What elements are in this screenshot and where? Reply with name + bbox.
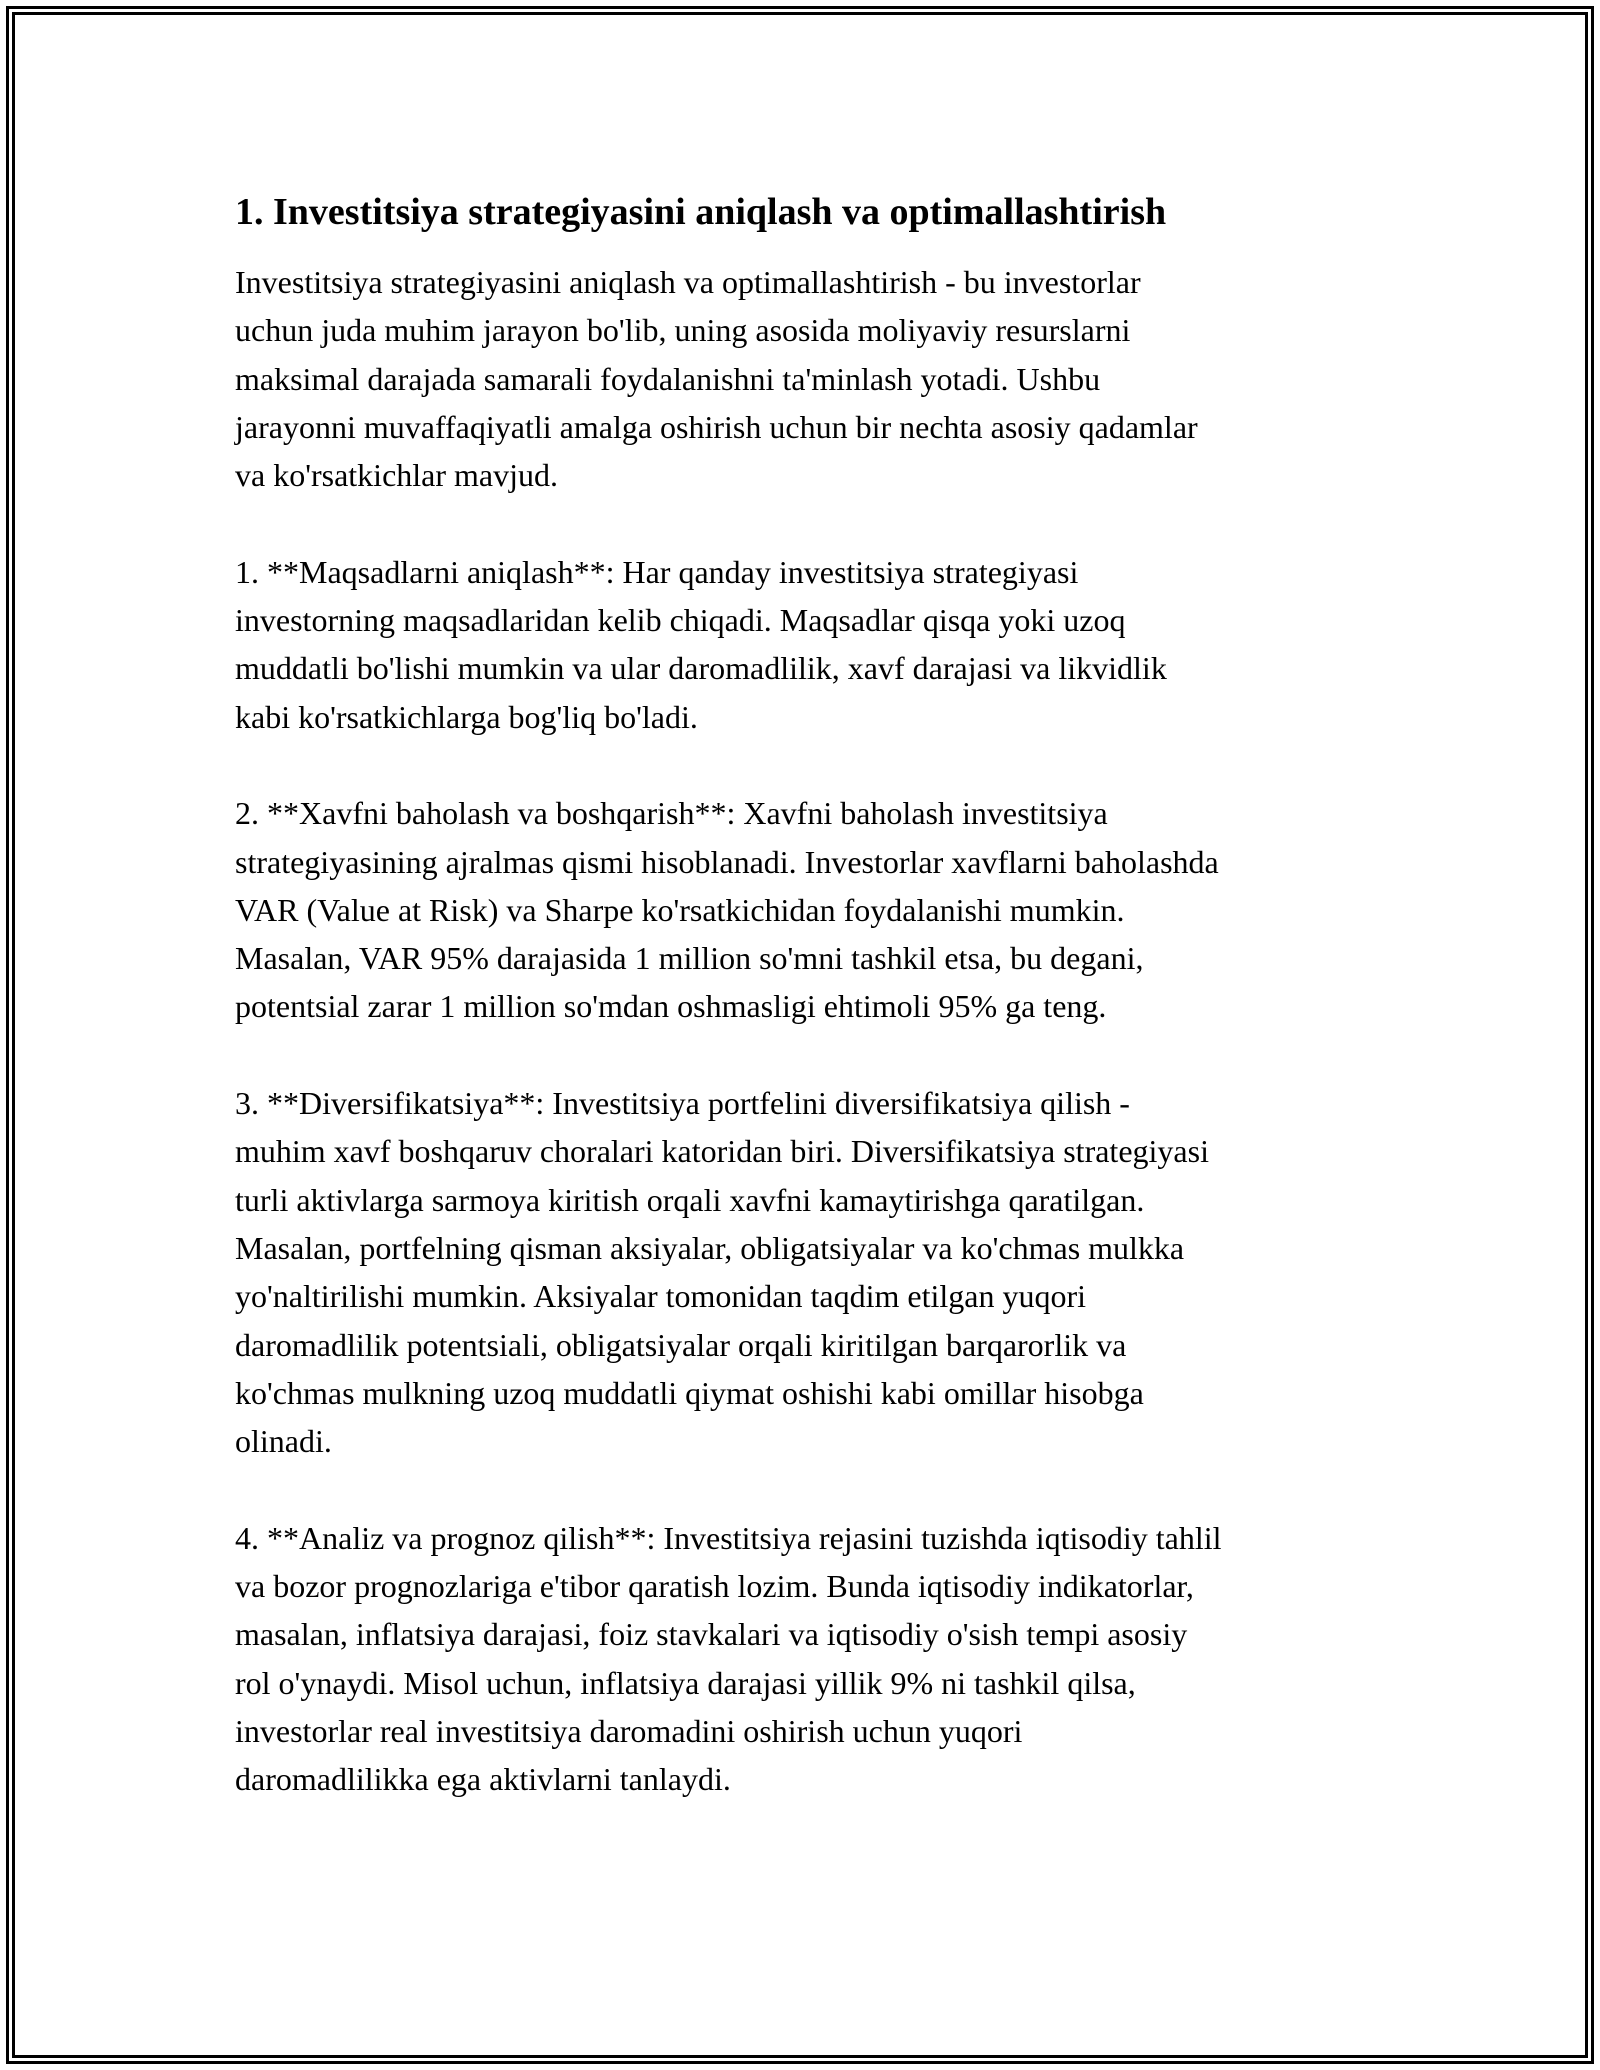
- text-line: muddatli bo'lishi mumkin va ular daromadlilik, xavf darajasi va likvidlik: [235, 650, 1167, 687]
- text-line: Masalan, VAR 95% darajasida 1 million so'mni tashkil etsa, bu degani,: [235, 940, 1144, 977]
- text-line: turli aktivlarga sarmoya kiritish orqali xavfni kamaytirishga qaratilgan.: [235, 1181, 1145, 1218]
- text-line: investorning maqsadlaridan kelib chiqadi. Maqsadlar qisqa yoki uzoq: [235, 602, 1126, 639]
- text-line: 2. **Xavfni baholash va boshqarish**: Xavfni baholash investitsiya: [235, 795, 1108, 832]
- text-line: va ko'rsatkichlar mavjud.: [235, 457, 558, 494]
- text-line: VAR (Value at Risk) va Sharpe ko'rsatkichidan foydalanishi mumkin.: [235, 891, 1125, 928]
- section-paragraph-diversification: [235, 1079, 1375, 1465]
- document-title: 1. Investitsiya strategiyasini aniqlash va optimallashtirish: [235, 191, 1167, 233]
- text-line: 3. **Diversifikatsiya**: Investitsiya portfelini diversifikatsiya qilish -: [235, 1085, 1130, 1122]
- text-line: olinadi.: [235, 1423, 332, 1460]
- text-line: investorlar real investitsiya daromadini oshirish uchun yuqori: [235, 1712, 1023, 1749]
- text-line: rol o'ynaydi. Misol uchun, inflatsiya darajasi yillik 9% ni tashkil qilsa,: [235, 1664, 1136, 1701]
- text-line: potentsial zarar 1 million so'mdan oshmasligi ehtimoli 95% ga teng.: [235, 988, 1107, 1025]
- text-line: strategiyasining ajralmas qismi hisoblanadi. Investorlar xavflarni baholashda: [235, 843, 1219, 880]
- text-line: masalan, inflatsiya darajasi, foiz stavkalari va iqtisodiy o'sish tempi asosiy: [235, 1616, 1188, 1653]
- text-line: daromadlilik potentsiali, obligatsiyalar orqali kiritilgan barqarorlik va: [235, 1326, 1127, 1363]
- text-line: kabi ko'rsatkichlarga bog'liq bo'ladi.: [235, 698, 698, 735]
- text-line: 1. **Maqsadlarni aniqlash**: Har qanday investitsiya strategiyasi: [235, 553, 1079, 590]
- document-body: [235, 186, 1375, 1852]
- section-paragraph-goals: [235, 548, 1375, 741]
- text-line: ko'chmas mulkning uzoq muddatli qiymat oshishi kabi omillar hisobga: [235, 1374, 1144, 1411]
- text-line: jarayonni muvaffaqiyatli amalga oshirish uchun bir nechta asosiy qadamlar: [235, 408, 1198, 445]
- text-line: Masalan, portfelning qisman aksiyalar, obligatsiyalar va ko'chmas mulkka: [235, 1229, 1185, 1266]
- text-line: Investitsiya strategiyasini aniqlash va optimallashtirish - bu investorlar: [235, 264, 1141, 300]
- text-line: maksimal darajada samarali foydalanishni ta'minlash yotadi. Ushbu: [235, 360, 1101, 397]
- section-paragraph-risk: [235, 789, 1375, 1030]
- text-line: 4. **Analiz va prognoz qilish**: Investitsiya rejasini tuzishda iqtisodiy tahlil: [235, 1519, 1222, 1556]
- intro-paragraph: [235, 258, 1375, 499]
- text-line: va bozor prognozlariga e'tibor qaratish lozim. Bunda iqtisodiy indikatorlar,: [235, 1568, 1194, 1605]
- text-line: yo'naltirilishi mumkin. Aksiyalar tomonidan taqdim etilgan yuqori: [235, 1278, 1086, 1315]
- text-line: daromadlilikka ega aktivlarni tanlaydi.: [235, 1761, 731, 1798]
- text-line: muhim xavf boshqaruv choralari katoridan biri. Diversifikatsiya strategiyasi: [235, 1133, 1209, 1170]
- section-paragraph-analysis: [235, 1514, 1375, 1804]
- text-line: uchun juda muhim jarayon bo'lib, uning asosida moliyaviy resurslarni: [235, 312, 1131, 349]
